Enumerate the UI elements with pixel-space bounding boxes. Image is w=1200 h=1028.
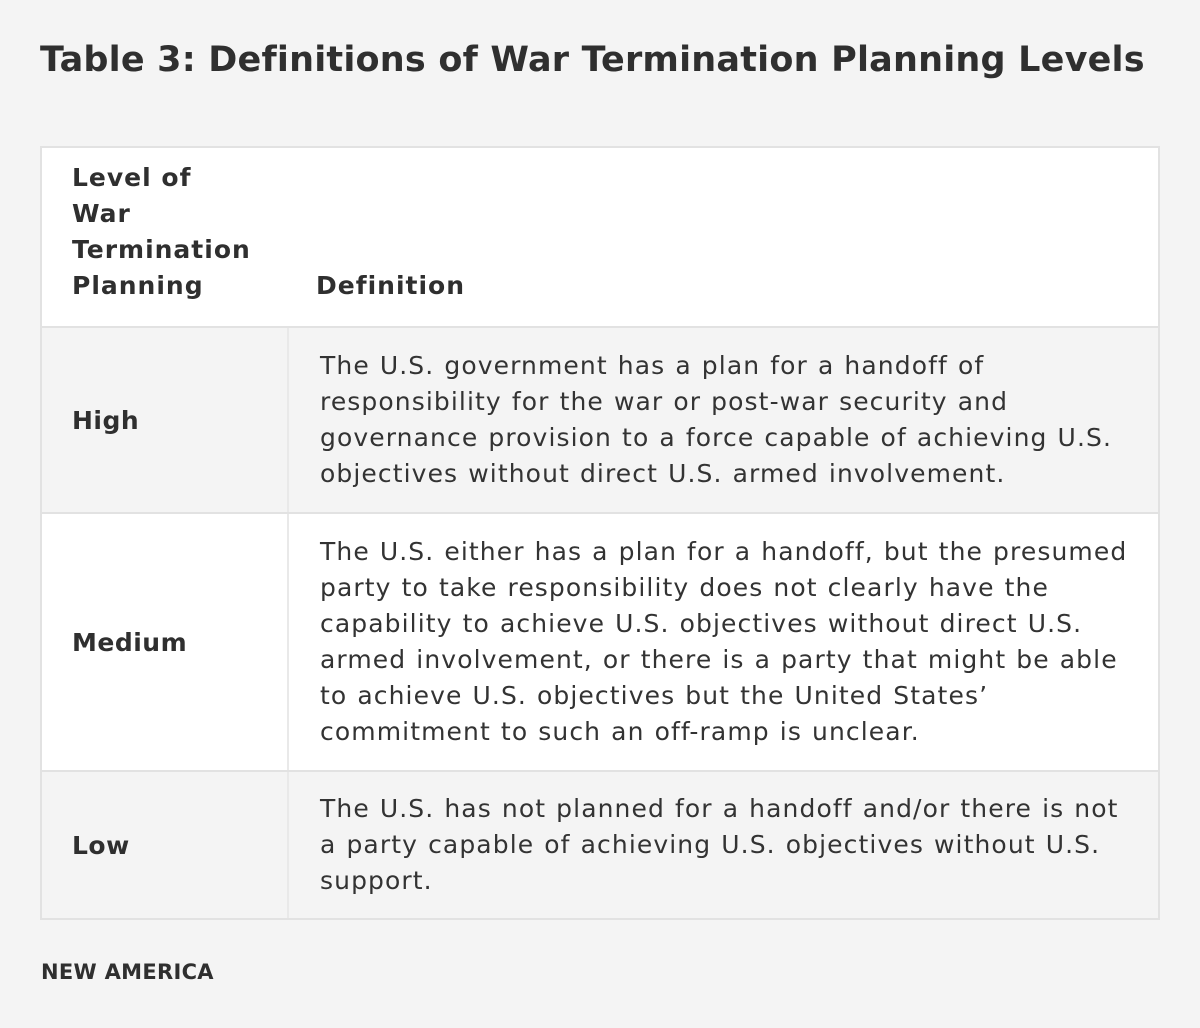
level-cell-medium: Medium xyxy=(72,627,188,657)
definition-cell-medium: The U.S. either has a plan for a handoff, but the presumed party to take responsibility does not clearly have the capability to achieve U.S. objectives without direct U.S. armed involvement, or there is a party that might be able to achieve U.S. objectives but the United States’ commitment to such an off-ramp is unclear. xyxy=(287,514,1158,770)
level-cell-high: High xyxy=(72,405,140,435)
definition-cell-high: The U.S. government has a plan for a handoff of responsibility for the war or post-war security and governance provision to a force capable of achieving U.S. objectives without direct U.S. armed involvement. xyxy=(287,328,1158,512)
table-row xyxy=(42,770,1158,918)
table-row xyxy=(42,512,1158,770)
definition-cell-low: The U.S. has not planned for a handoff and/or there is not a party capable of achieving U.S. objectives without U.S. support. xyxy=(287,772,1158,918)
table-header-row xyxy=(42,148,1158,326)
table-row xyxy=(42,326,1158,512)
level-cell-low: Low xyxy=(72,830,130,860)
header-level-cell: Level of War Termination Planning xyxy=(72,163,251,300)
definitions-table xyxy=(40,146,1160,920)
page-title: Table 3: Definitions of War Termination Planning Levels xyxy=(40,40,1145,80)
brand-logo: NEW AMERICA xyxy=(41,960,214,984)
header-definition-cell: Definition xyxy=(316,271,466,300)
